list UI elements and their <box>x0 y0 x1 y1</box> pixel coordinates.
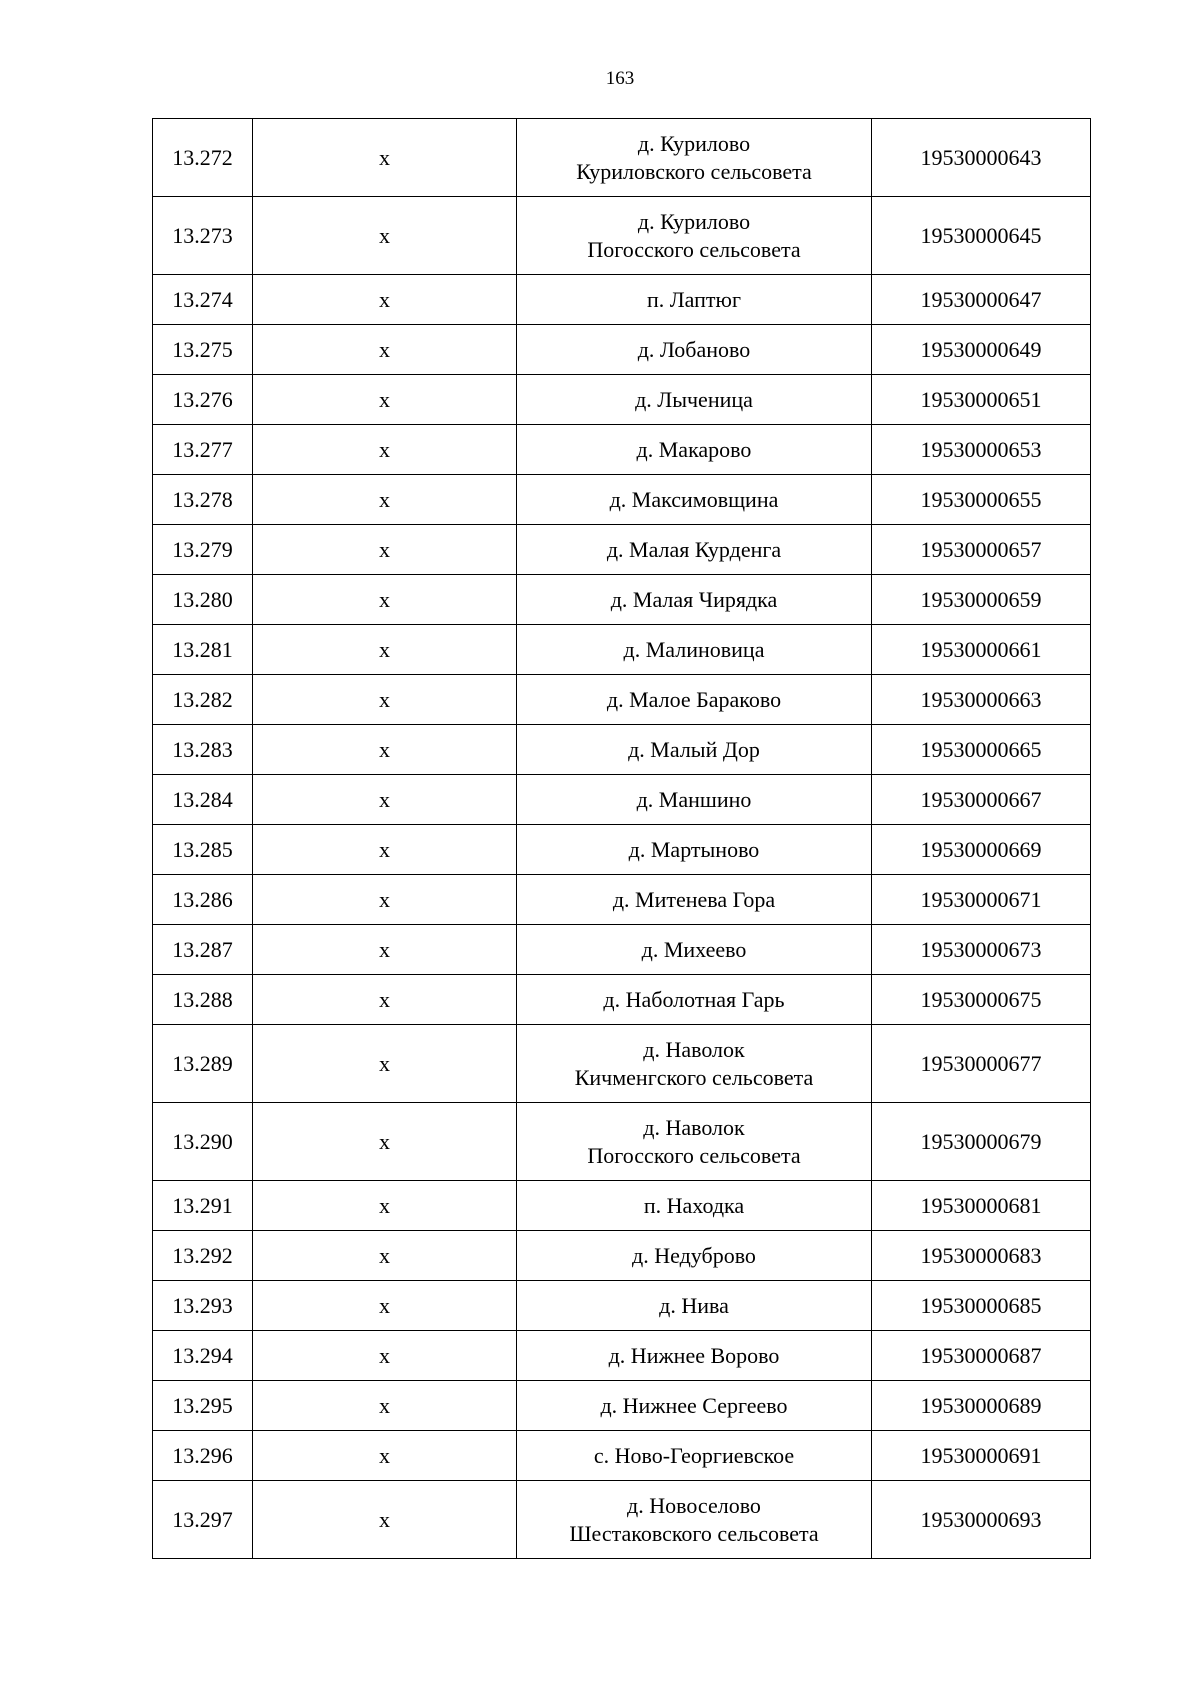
row-mark-cell: х <box>253 775 517 825</box>
settlement-code-cell: 19530000691 <box>872 1431 1091 1481</box>
row-number-cell: 13.295 <box>153 1381 253 1431</box>
row-mark-cell: х <box>253 675 517 725</box>
settlement-code-cell: 19530000643 <box>872 119 1091 197</box>
table-body <box>153 119 1091 1559</box>
table-row <box>153 1181 1091 1231</box>
table-row <box>153 1331 1091 1381</box>
settlement-code-cell: 19530000653 <box>872 425 1091 475</box>
settlement-name-cell <box>517 575 872 625</box>
settlement-name: д. Малиновица <box>623 636 765 662</box>
settlement-name-cell <box>517 425 872 475</box>
settlement-code-cell: 19530000683 <box>872 1231 1091 1281</box>
settlement-name-cell <box>517 1281 872 1331</box>
row-number-cell: 13.290 <box>153 1103 253 1181</box>
settlement-code-cell: 19530000665 <box>872 725 1091 775</box>
row-mark-cell: х <box>253 575 517 625</box>
row-mark-cell: х <box>253 1025 517 1103</box>
settlement-code-cell: 19530000659 <box>872 575 1091 625</box>
settlement-code-cell: 19530000687 <box>872 1331 1091 1381</box>
row-number-cell: 13.282 <box>153 675 253 725</box>
table-row <box>153 1481 1091 1559</box>
settlement-name-cell <box>517 1025 872 1103</box>
settlement-council: Шестаковского сельсовета <box>569 1520 819 1546</box>
settlement-council: Кичменгского сельсовета <box>574 1064 814 1090</box>
settlement-name: д. Нижнее Ворово <box>608 1342 780 1368</box>
settlement-name: д. Лыченица <box>635 386 753 412</box>
settlement-code-cell: 19530000689 <box>872 1381 1091 1431</box>
settlement-name-cell <box>517 119 872 197</box>
table-row <box>153 775 1091 825</box>
row-number-cell: 13.280 <box>153 575 253 625</box>
row-number-cell: 13.277 <box>153 425 253 475</box>
settlement-name-cell <box>517 975 872 1025</box>
settlement-code-cell: 19530000671 <box>872 875 1091 925</box>
settlement-name-cell <box>517 675 872 725</box>
row-number-cell: 13.275 <box>153 325 253 375</box>
row-number-cell: 13.285 <box>153 825 253 875</box>
settlement-code-cell: 19530000693 <box>872 1481 1091 1559</box>
settlement-name: д. Нижнее Сергеево <box>600 1392 788 1418</box>
row-number-cell: 13.289 <box>153 1025 253 1103</box>
settlement-name-cell <box>517 275 872 325</box>
row-number-cell: 13.286 <box>153 875 253 925</box>
settlement-name: д. Лобаново <box>637 336 751 362</box>
row-mark-cell: х <box>253 425 517 475</box>
settlement-name: д. Михеево <box>641 936 747 962</box>
table-row <box>153 1025 1091 1103</box>
row-mark-cell: х <box>253 975 517 1025</box>
row-number-cell: 13.292 <box>153 1231 253 1281</box>
settlement-name-cell <box>517 1331 872 1381</box>
row-number-cell: 13.283 <box>153 725 253 775</box>
settlement-name: д. Новоселово <box>627 1492 761 1518</box>
settlement-name-cell <box>517 825 872 875</box>
settlement-code-cell: 19530000679 <box>872 1103 1091 1181</box>
table-row <box>153 725 1091 775</box>
settlement-name: п. Лаптюг <box>646 286 741 312</box>
row-mark-cell: х <box>253 1181 517 1231</box>
row-mark-cell: х <box>253 1431 517 1481</box>
row-mark-cell: х <box>253 475 517 525</box>
row-mark-cell: х <box>253 1281 517 1331</box>
table-row <box>153 1431 1091 1481</box>
settlement-name: д. Нива <box>659 1292 729 1318</box>
row-mark-cell: х <box>253 119 517 197</box>
row-mark-cell: х <box>253 525 517 575</box>
row-number-cell: 13.291 <box>153 1181 253 1231</box>
settlement-code-cell: 19530000681 <box>872 1181 1091 1231</box>
table-row <box>153 1103 1091 1181</box>
settlement-name: д. Курилово <box>637 208 751 234</box>
row-mark-cell: х <box>253 325 517 375</box>
table-row <box>153 119 1091 197</box>
settlement-council: Погосского сельсовета <box>587 1142 801 1168</box>
row-number-cell: 13.297 <box>153 1481 253 1559</box>
row-mark-cell: х <box>253 875 517 925</box>
settlement-code-cell: 19530000649 <box>872 325 1091 375</box>
settlement-name-cell <box>517 197 872 275</box>
settlement-name: д. Маншино <box>636 786 752 812</box>
settlement-code-cell: 19530000675 <box>872 975 1091 1025</box>
settlement-name: д. Мартыново <box>628 836 760 862</box>
page-number: 163 <box>605 68 635 89</box>
settlement-name-cell <box>517 1231 872 1281</box>
settlement-name-cell <box>517 625 872 675</box>
settlement-name-cell <box>517 1103 872 1181</box>
settlement-name: д. Наволок <box>643 1036 745 1062</box>
settlement-name-cell <box>517 375 872 425</box>
table-row <box>153 1381 1091 1431</box>
table-row <box>153 575 1091 625</box>
settlement-council: Куриловского сельсовета <box>576 158 812 184</box>
settlement-name-cell <box>517 1181 872 1231</box>
table-row <box>153 475 1091 525</box>
row-number-cell: 13.288 <box>153 975 253 1025</box>
table-row <box>153 625 1091 675</box>
settlement-name-cell <box>517 525 872 575</box>
settlement-name: д. Наболотная Гарь <box>603 986 785 1012</box>
row-number-cell: 13.276 <box>153 375 253 425</box>
settlement-name: д. Недуброво <box>632 1242 756 1268</box>
settlement-code-cell: 19530000663 <box>872 675 1091 725</box>
row-number-cell: 13.293 <box>153 1281 253 1331</box>
table-row <box>153 197 1091 275</box>
row-mark-cell: х <box>253 925 517 975</box>
settlement-name: д. Курилово <box>637 130 751 156</box>
settlement-name: п. Находка <box>643 1192 745 1218</box>
table-row <box>153 275 1091 325</box>
row-number-cell: 13.274 <box>153 275 253 325</box>
table-row <box>153 375 1091 425</box>
row-number-cell: 13.294 <box>153 1331 253 1381</box>
settlement-name: д. Наволок <box>643 1114 745 1140</box>
settlement-code-cell: 19530000673 <box>872 925 1091 975</box>
settlement-name: с. Ново-Георгиевское <box>593 1442 795 1468</box>
settlement-code-cell: 19530000651 <box>872 375 1091 425</box>
settlements-table <box>152 118 1091 1559</box>
settlement-name-cell <box>517 875 872 925</box>
row-number-cell: 13.287 <box>153 925 253 975</box>
row-number-cell: 13.279 <box>153 525 253 575</box>
settlement-name-cell <box>517 775 872 825</box>
settlement-code-cell: 19530000657 <box>872 525 1091 575</box>
settlement-code-cell: 19530000647 <box>872 275 1091 325</box>
table-row <box>153 1231 1091 1281</box>
settlement-council: Погосского сельсовета <box>587 236 801 262</box>
settlement-name: д. Митенева Гора <box>612 886 776 912</box>
table-row <box>153 825 1091 875</box>
settlement-name: д. Малая Чирядка <box>610 586 778 612</box>
table-row <box>153 925 1091 975</box>
row-number-cell: 13.278 <box>153 475 253 525</box>
settlement-code-cell: 19530000667 <box>872 775 1091 825</box>
row-mark-cell: х <box>253 1381 517 1431</box>
settlement-name: д. Малое Бараково <box>606 686 782 712</box>
row-mark-cell: х <box>253 197 517 275</box>
row-mark-cell: х <box>253 1481 517 1559</box>
settlement-name-cell <box>517 1381 872 1431</box>
settlement-name: д. Макарово <box>636 436 752 462</box>
table-row <box>153 975 1091 1025</box>
row-mark-cell: х <box>253 825 517 875</box>
settlement-name-cell <box>517 925 872 975</box>
row-mark-cell: х <box>253 1231 517 1281</box>
row-mark-cell: х <box>253 375 517 425</box>
row-number-cell: 13.296 <box>153 1431 253 1481</box>
row-number-cell: 13.273 <box>153 197 253 275</box>
settlement-code-cell: 19530000669 <box>872 825 1091 875</box>
table-row <box>153 425 1091 475</box>
settlement-name: д. Максимовщина <box>609 486 779 512</box>
settlement-name: д. Малый Дор <box>628 736 760 762</box>
row-number-cell: 13.284 <box>153 775 253 825</box>
row-mark-cell: х <box>253 1103 517 1181</box>
row-mark-cell: х <box>253 1331 517 1381</box>
settlement-name-cell <box>517 725 872 775</box>
settlement-name-cell <box>517 1481 872 1559</box>
table-row <box>153 1281 1091 1331</box>
table-row <box>153 525 1091 575</box>
settlement-code-cell: 19530000645 <box>872 197 1091 275</box>
row-number-cell: 13.272 <box>153 119 253 197</box>
table-row <box>153 675 1091 725</box>
row-mark-cell: х <box>253 275 517 325</box>
settlement-name-cell <box>517 1431 872 1481</box>
settlement-code-cell: 19530000685 <box>872 1281 1091 1331</box>
row-mark-cell: х <box>253 625 517 675</box>
table-row <box>153 875 1091 925</box>
row-number-cell: 13.281 <box>153 625 253 675</box>
settlement-name-cell <box>517 475 872 525</box>
row-mark-cell: х <box>253 725 517 775</box>
settlement-code-cell: 19530000655 <box>872 475 1091 525</box>
settlement-code-cell: 19530000661 <box>872 625 1091 675</box>
settlement-name-cell <box>517 325 872 375</box>
settlement-code-cell: 19530000677 <box>872 1025 1091 1103</box>
table-row <box>153 325 1091 375</box>
settlement-name: д. Малая Курденга <box>606 536 782 562</box>
